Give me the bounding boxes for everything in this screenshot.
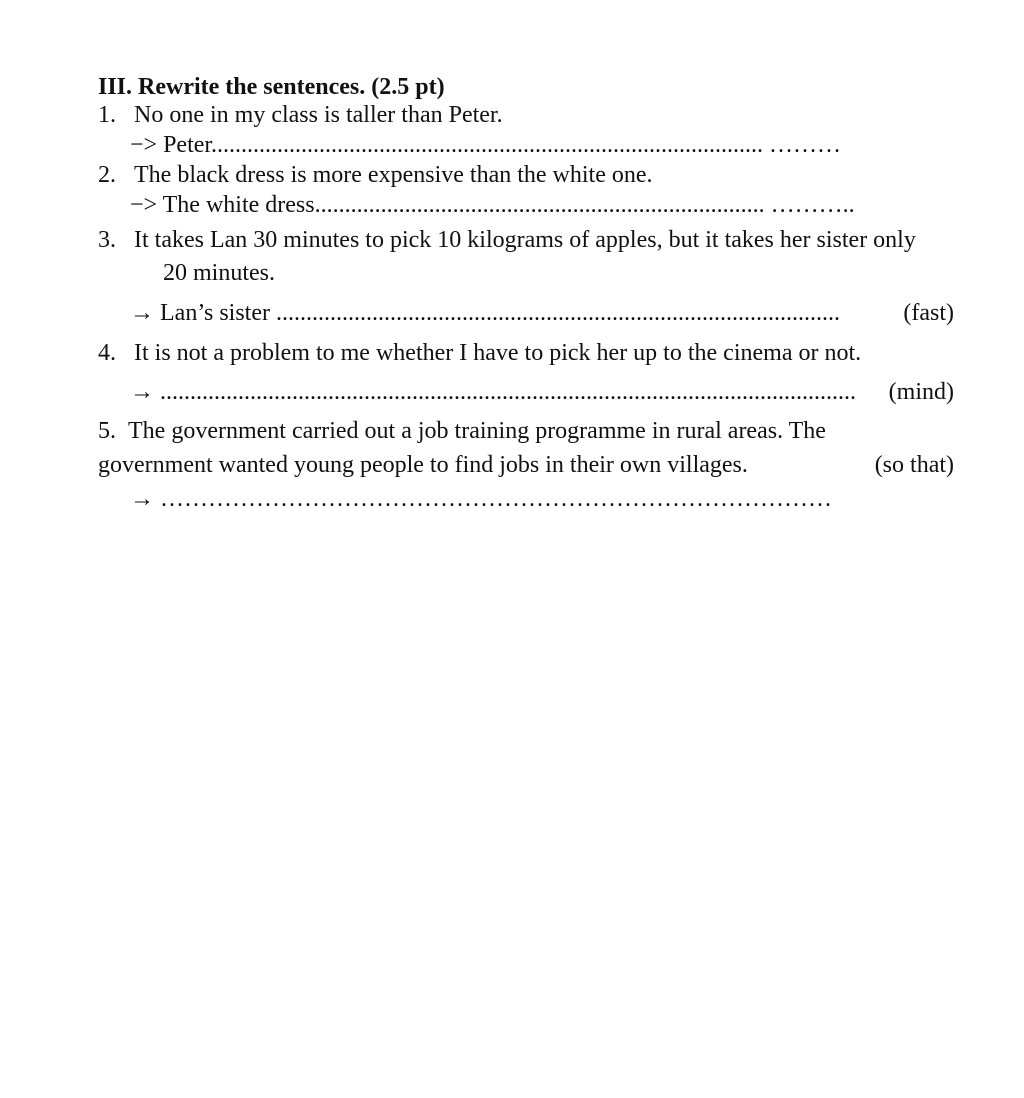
item-5-sentence-row (98, 416, 826, 446)
item-4-sentence: It is not a problem to me whether I have to pick her up to the cinema or not. (134, 340, 862, 366)
item-3-sentence-line2: 20 minutes. (163, 260, 275, 286)
item-2-answer-line: −> The white dress........................................................................... ……….. (130, 192, 855, 218)
item-4-sentence-row (98, 338, 861, 368)
item-5-hint: (so that) (874, 452, 954, 478)
item-1-answer-line: −> Peter............................................................................................ ……… (130, 132, 842, 158)
item-4-number: 4. (98, 340, 116, 366)
item-1-number: 1. (98, 102, 116, 128)
item-5-sentence-line1: The government carried out a job training programme in rural areas. The (128, 418, 826, 444)
item-5-sentence-line2: government wanted young people to find jobs in their own villages. (98, 452, 748, 478)
item-2-sentence: The black dress is more expensive than the white one. (134, 162, 653, 188)
item-2-sentence-row (98, 160, 653, 190)
item-4-hint: (mind) (888, 379, 954, 405)
section-heading: III. Rewrite the sentences. (2.5 pt) (98, 74, 445, 100)
item-3-sentence-row (98, 225, 916, 255)
item-3-answer-line: → Lan’s sister .............................................................................................. (130, 300, 840, 326)
item-2-number: 2. (98, 162, 116, 188)
item-1-sentence: No one in my class is taller than Peter. (134, 102, 503, 128)
item-3-sentence-line1: It takes Lan 30 minutes to pick 10 kilograms of apples, but it takes her sister only (134, 227, 916, 253)
item-5-answer-line: → ………………………………………………………………………… (130, 486, 832, 512)
item-4-answer-line: → .................................................................................................................... (130, 379, 856, 405)
item-5-number: 5. (98, 418, 116, 444)
item-3-number: 3. (98, 227, 116, 253)
item-1-sentence-row (98, 100, 503, 130)
item-3-hint: (fast) (903, 300, 954, 326)
